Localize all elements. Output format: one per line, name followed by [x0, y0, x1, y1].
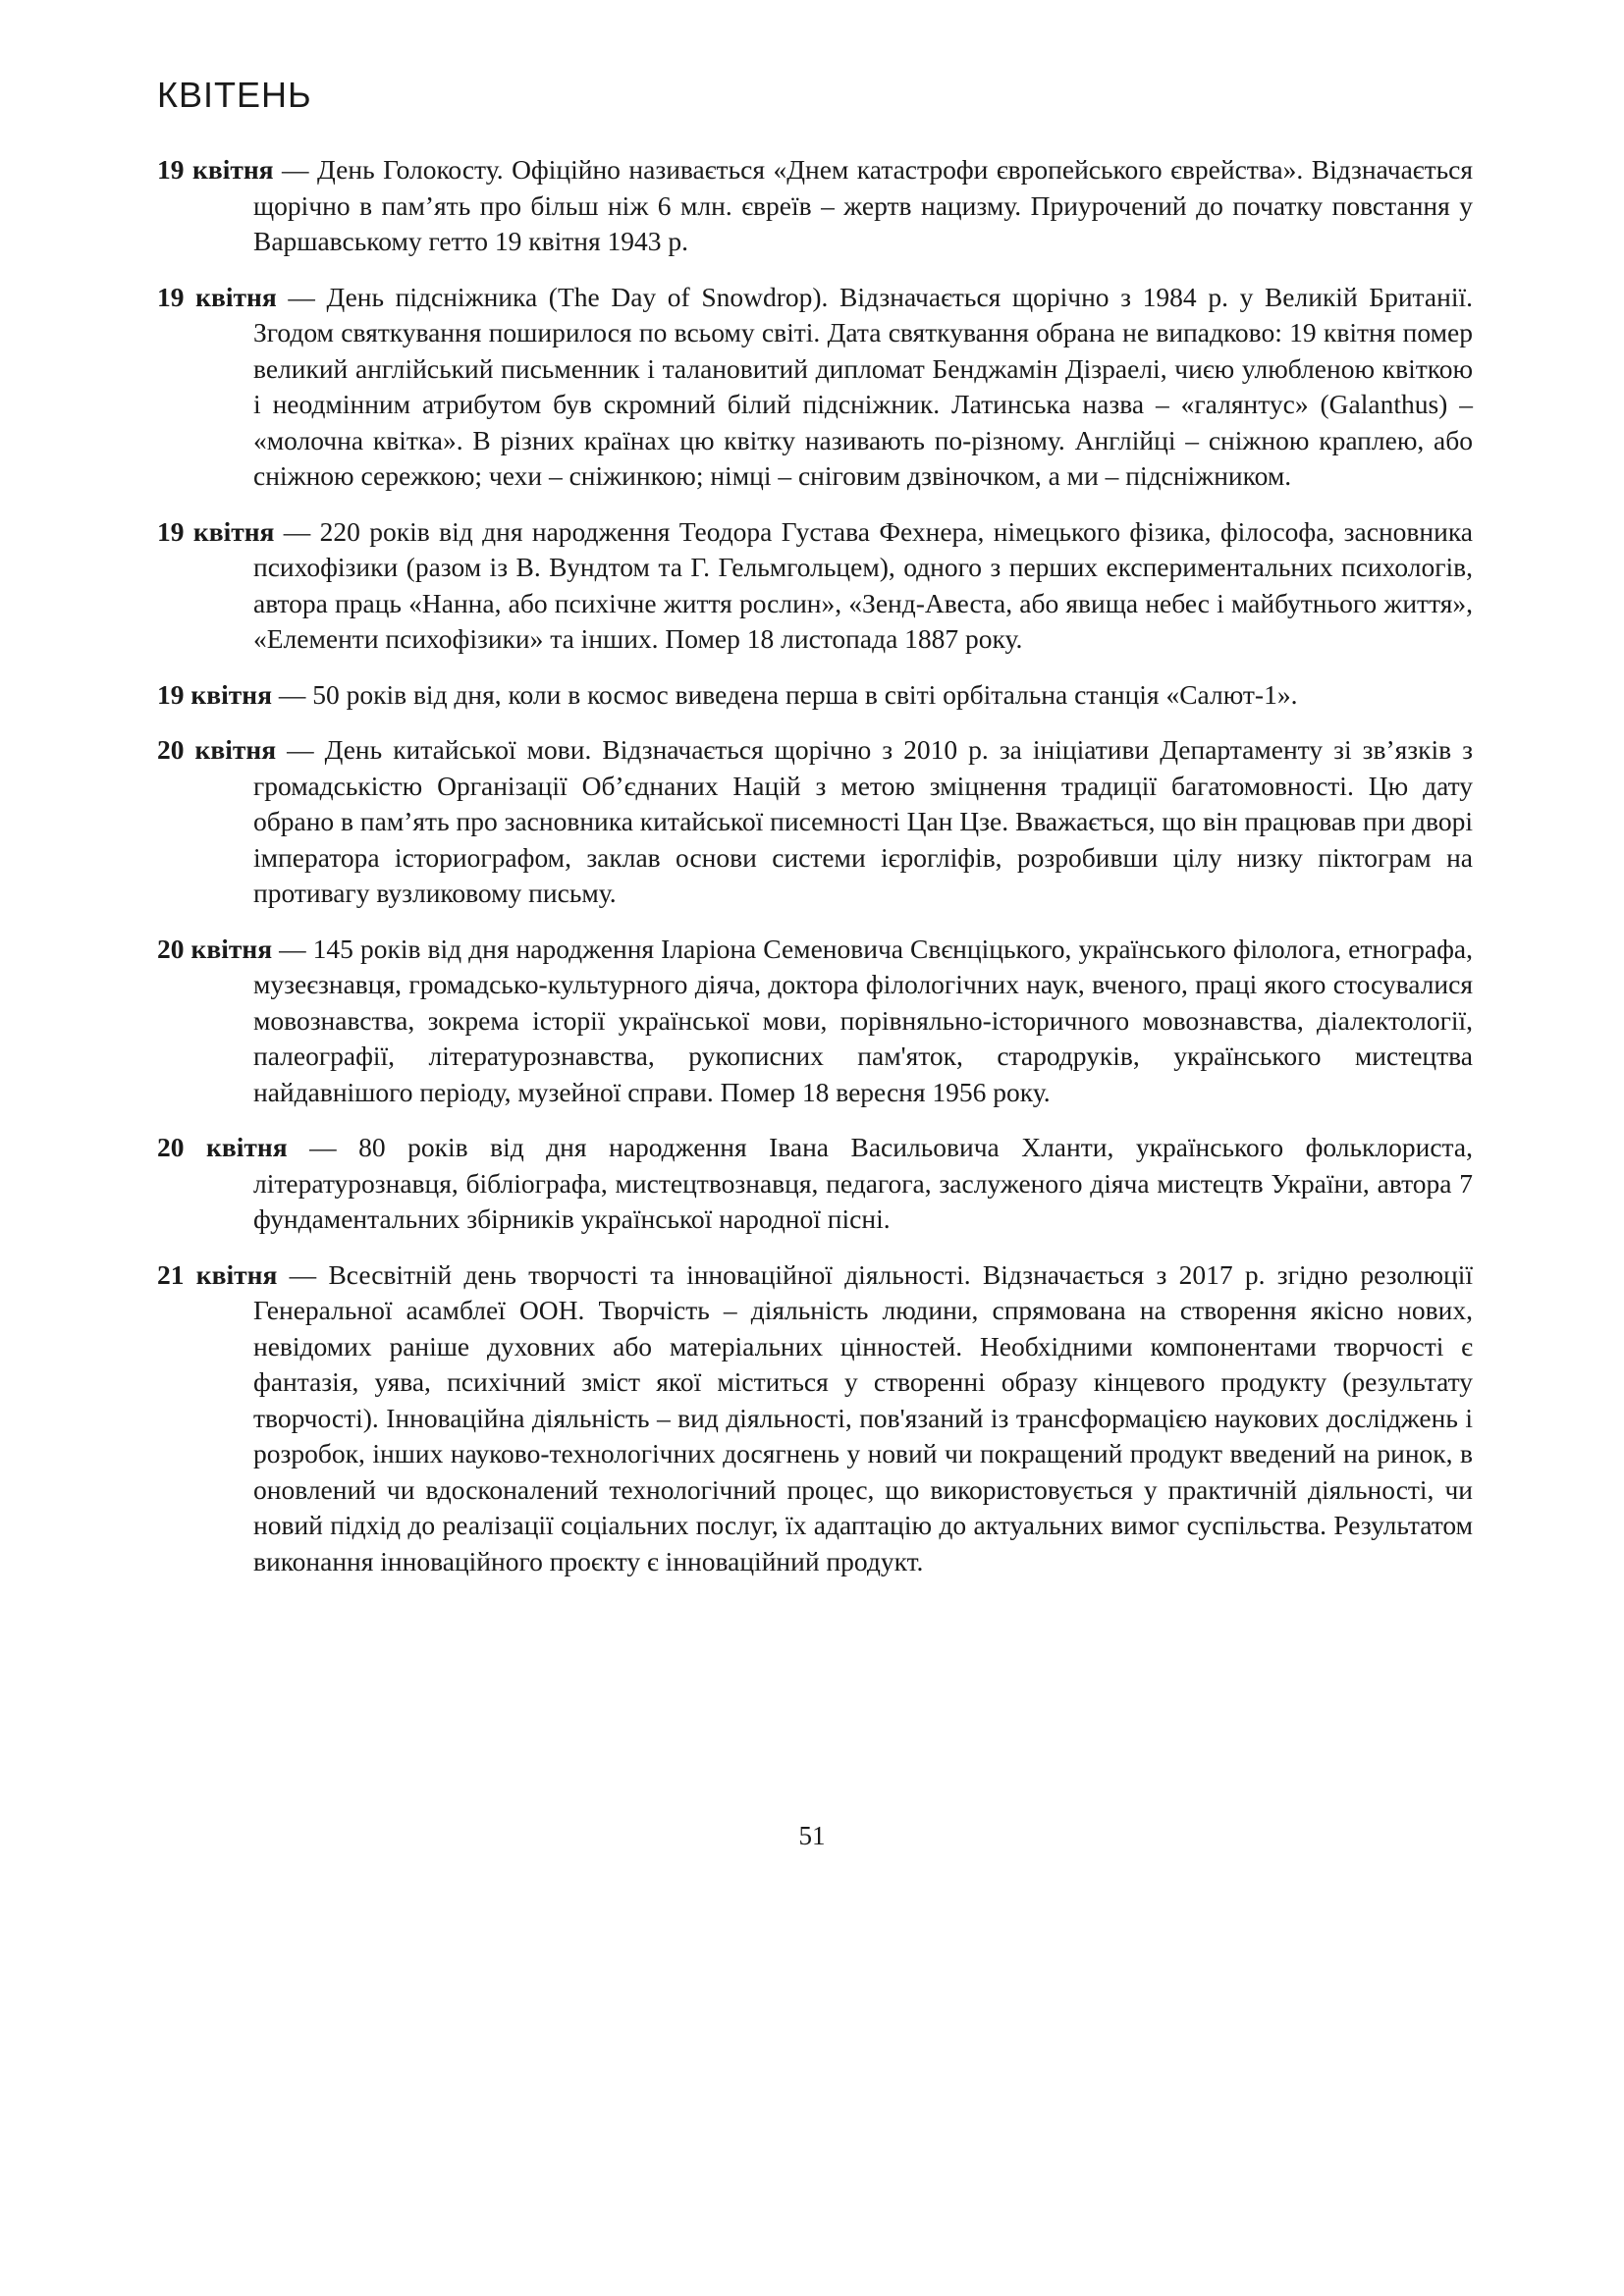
- entry-text: — День китайської мови. Відзначається щорічно з 2010 р. за ініціативи Департаменту зі зв’язків з громадськістю Організації Об’єднаних Націй з метою зміцнення традиції багатомовності. Цю дату обрано в пам’ять про засновника китайської писемності Цан Цзе. Вважається, що він працював при дворі імператора істориографом, заклав основи системи ієрогліфів, розробивши цілу низку піктограм на противагу вузликовому письму.: [253, 734, 1473, 908]
- calendar-entry: [157, 932, 1473, 1111]
- page-number: 51: [798, 1821, 826, 1850]
- entry-text: — 50 років від дня, коли в космос виведена перша в світі орбітальна станція «Салют-1».: [271, 678, 1298, 710]
- section-heading: КВІТЕНЬ: [157, 75, 312, 115]
- entry-date: 20 квітня: [157, 734, 277, 765]
- entry-text: — 145 років від дня народження Іларіона Семеновича Свєнціцького, українського філолога, етнографа, музеєзнавця, громадсько-культурного діяча, доктора філологічних наук, вченого, праці якого стосувалися мовознавства, зокрема історії української мови, порівняльно-історичного мовознавства, діалектології, палеографії, літературознавства, рукописних пам'яток, стародруків, українського мистецтва найдавнішого періоду, музейної справи. Помер 18 вересня 1956 року.: [253, 933, 1473, 1107]
- entry-date: 19 квітня: [157, 515, 275, 547]
- calendar-entry: [157, 1257, 1473, 1580]
- calendar-entry: [157, 677, 1473, 714]
- calendar-entry: [157, 152, 1473, 260]
- entry-date: 20 квітня: [157, 933, 273, 964]
- calendar-entry: [157, 280, 1473, 495]
- entry-date: 20 квітня: [157, 1132, 288, 1162]
- entry-text: — День підсніжника (The Day of Snowdrop). Відзначається щорічно з 1984 р. у Великій Британії. Згодом святкування поширилося по всьому світі. Дата святкування обрана не випадково: 19 квітня помер великий англійський письменник і талановитий дипломат Бенджамін Дізраелі, чиєю улюбленою квіткою і неодмінним атрибутом був скромний білий підсніжник. Латинська назва – «галянтус» (Galanthus) – «молочна квітка». В різних країнах цю квітку називають по-різному. Англійці – сніжною краплею, або сніжною сережкою; чехи – сніжинкою; німці – сніговим дзвіночком, а ми – підсніжником.: [253, 281, 1473, 491]
- calendar-entries: [157, 152, 1473, 1599]
- entry-date: 19 квітня: [157, 154, 274, 185]
- entry-date: 19 квітня: [157, 678, 272, 710]
- calendar-entry: [157, 1130, 1473, 1238]
- calendar-entry: [157, 732, 1473, 912]
- entry-text: — 220 років від дня народження Теодора Густава Фехнера, німецького фізика, філософа, засновника психофізики (разом із В. Вундтом та Г. Гельмгольцем), одного з перших експериментальних психологів, автора праць «Нанна, або психічне життя рослин», «Зенд-Авеста, або явища небес і майбутнього життя», «Елементи психофізики» та інших. Помер 18 листопада 1887 року.: [253, 515, 1473, 654]
- entry-date: 21 квітня: [157, 1258, 278, 1290]
- calendar-entry: [157, 514, 1473, 658]
- entry-text: — 80 років від дня народження Івана Васильовича Хланти, українського фольклориста, літературознавця, бібліографа, мистецтвознавця, педагога, заслуженого діяча мистецтв України, автора 7 фундаментальних збірників української народної пісні.: [253, 1132, 1473, 1234]
- entry-date: 19 квітня: [157, 281, 277, 312]
- entry-text: — Всесвітній день творчості та інноваційної діяльності. Відзначається з 2017 р. згідно резолюції Генеральної асамблеї ООН. Творчість – діяльність людини, спрямована на створення якісно нових, невідомих раніше духовних або матеріальних цінностей. Необхідними компонентами творчості є фантазія, уява, психічний зміст якої міститься у створенні образу кінцевого продукту (результату творчості). Інноваційна діяльність – вид діяльності, пов'язаний із трансформацією наукових досліджень і розробок, інших науково-технологічних досягнень у новий чи покращений продукт введений на ринок, в оновлений чи вдосконалений технологічний процес, що використовується у практичній діяльності, чи новий підхід до реалізації соціальних послуг, їх адаптацію до актуальних вимог суспільства. Результатом виконання інноваційного проєкту є інноваційний продукт.: [253, 1258, 1473, 1576]
- entry-text: — День Голокосту. Офіційно називається «Днем катастрофи європейського єврейства». Відзначається щорічно в пам’ять про більш ніж 6 млн. євреїв – жертв нацизму. Приурочений до початку повстання у Варшавському гетто 19 квітня 1943 р.: [253, 154, 1473, 256]
